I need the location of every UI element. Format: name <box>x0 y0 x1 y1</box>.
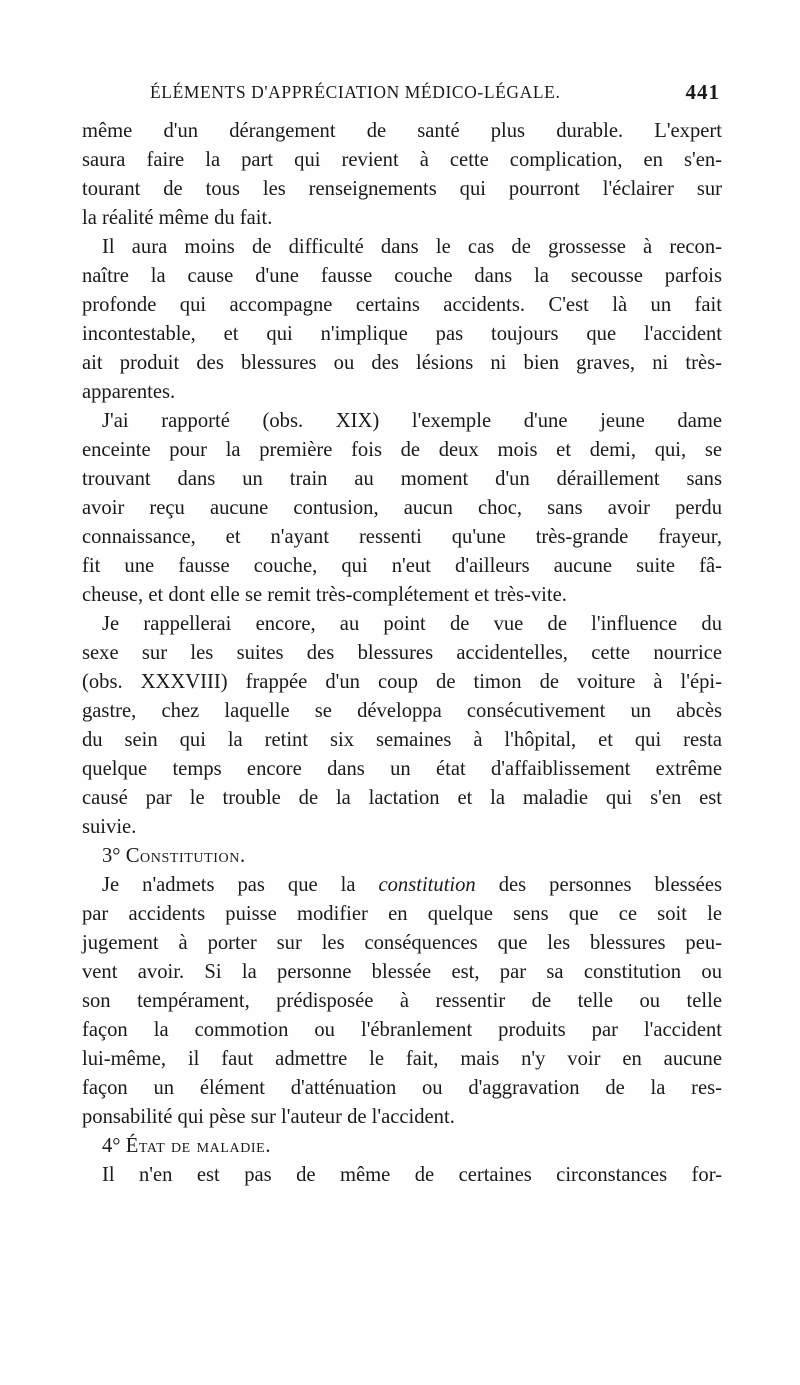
text-line: ponsabilité qui pèse sur l'auteur de l'accident. <box>82 1106 455 1128</box>
running-head <box>150 82 720 108</box>
text-segment: Je n'admets pas que la <box>102 874 379 896</box>
text-line: lui-même, il faut admettre le fait, mais n'y voir en aucune <box>82 1048 722 1070</box>
section-title: Constitution. <box>125 845 246 867</box>
text-segment: des personnes blessées <box>475 874 722 896</box>
section-number: 4° <box>102 1135 121 1157</box>
text-line: même d'un dérangement de santé plus durable. L'expert <box>82 120 722 142</box>
text-line: (obs. XXXVIII) frappée d'un coup de timon de voiture à l'épi- <box>82 671 722 693</box>
section-heading-etat-de-maladie <box>82 1132 722 1161</box>
text-line: quelque temps encore dans un état d'affaiblissement extrême <box>82 758 722 780</box>
text-line: sexe sur les suites des blessures accidentelles, cette nourrice <box>82 642 722 664</box>
page-number: 441 <box>685 80 720 104</box>
text-line: ait produit des blessures ou des lésions ni bien graves, ni très- <box>82 352 722 374</box>
text-line <box>82 871 722 900</box>
text-line: avoir reçu aucune contusion, aucun choc, sans avoir perdu <box>82 497 722 519</box>
text-line: apparentes. <box>82 381 176 403</box>
text-line: jugement à porter sur les conséquences que les blessures peu- <box>82 932 722 954</box>
text-line: la réalité même du fait. <box>82 207 273 229</box>
text-line: Je rappellerai encore, au point de vue de l'influence du <box>102 613 722 635</box>
body-text <box>82 117 722 1190</box>
text-line: tourant de tous les renseignements qui pourront l'éclairer sur <box>82 178 722 200</box>
text-line: façon la commotion ou l'ébranlement produits par l'accident <box>82 1019 722 1041</box>
text-line: causé par le trouble de la lactation et la maladie qui s'en est <box>82 787 722 809</box>
text-line: vent avoir. Si la personne blessée est, par sa constitution ou <box>82 961 722 983</box>
text-line: fit une fausse couche, qui n'eut d'ailleurs aucune suite fâ- <box>82 555 722 577</box>
text-line: son tempérament, prédisposée à ressentir de telle ou telle <box>82 990 722 1012</box>
text-line: saura faire la part qui revient à cette complication, en s'en- <box>82 149 722 171</box>
section-heading-constitution <box>82 842 722 871</box>
text-line: J'ai rapporté (obs. XIX) l'exemple d'une jeune dame <box>102 410 722 432</box>
text-line: façon un élément d'atténuation ou d'aggravation de la res- <box>82 1077 722 1099</box>
running-head-title: ÉLÉMENTS D'APPRÉCIATION MÉDICO-LÉGALE. <box>150 82 561 102</box>
text-line: profonde qui accompagne certains accidents. C'est là un fait <box>82 294 722 316</box>
text-line: connaissance, et n'ayant ressenti qu'une très-grande frayeur, <box>82 526 722 548</box>
section-number: 3° <box>102 845 121 867</box>
text-line: par accidents puisse modifier en quelque sens que ce soit le <box>82 903 722 925</box>
text-line: Il aura moins de difficulté dans le cas de grossesse à recon- <box>102 236 722 258</box>
section-title: État de maladie. <box>125 1135 272 1157</box>
text-line: gastre, chez laquelle se développa consécutivement un abcès <box>82 700 722 722</box>
text-line: cheuse, et dont elle se remit très-complétement et très-vite. <box>82 584 567 606</box>
emphasis-constitution: constitution <box>378 874 476 896</box>
text-line: du sein qui la retint six semaines à l'hôpital, et qui resta <box>82 729 722 751</box>
text-line: naître la cause d'une fausse couche dans la secousse parfois <box>82 265 722 287</box>
text-line: enceinte pour la première fois de deux mois et demi, qui, se <box>82 439 722 461</box>
text-line: trouvant dans un train au moment d'un déraillement sans <box>82 468 722 490</box>
text-line: suivie. <box>82 816 137 838</box>
text-line: incontestable, et qui n'implique pas toujours que l'accident <box>82 323 722 345</box>
text-line: Il n'en est pas de même de certaines circonstances for- <box>102 1164 722 1186</box>
